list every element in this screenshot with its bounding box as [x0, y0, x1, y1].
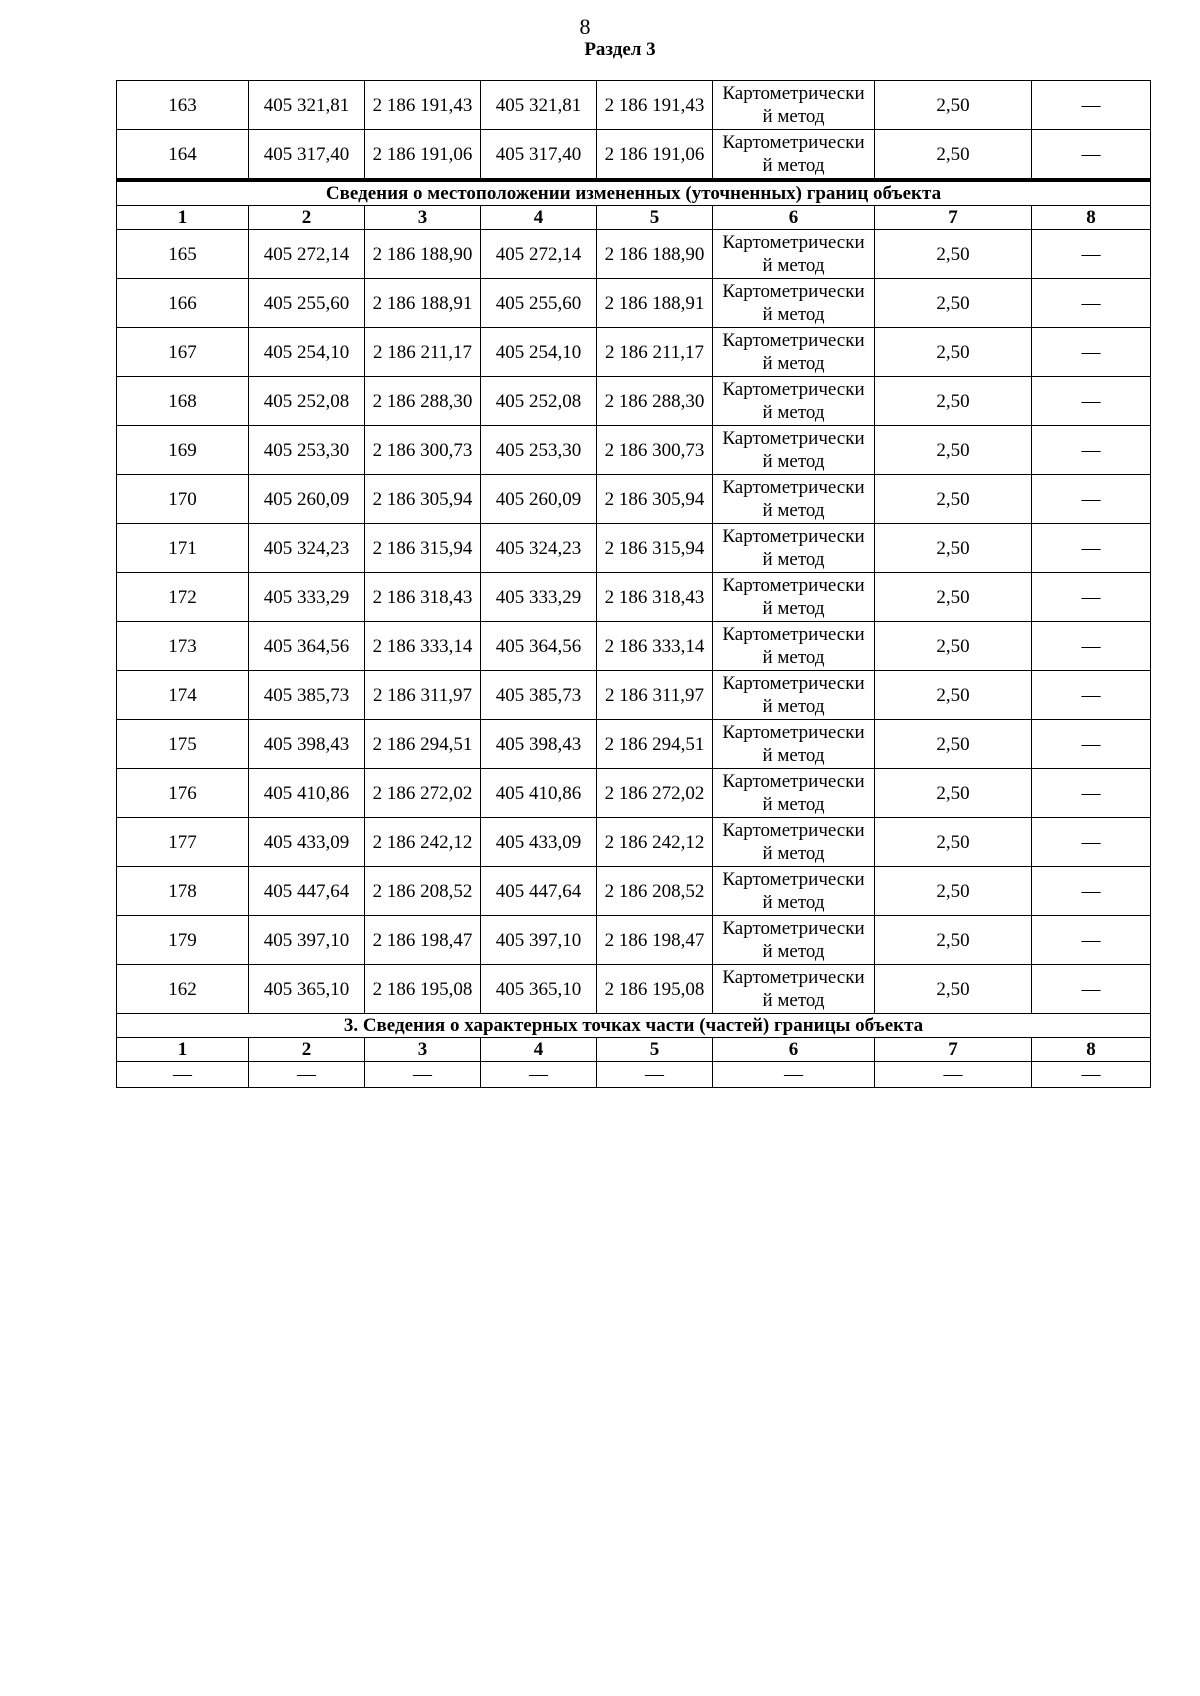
- y-coord-new-cell: 2 186 195,08: [597, 965, 713, 1014]
- table-row: [117, 475, 1151, 524]
- note-cell: —: [1032, 524, 1151, 573]
- note-cell: —: [1032, 867, 1151, 916]
- note-cell: —: [1032, 81, 1151, 130]
- y-coord-new-cell: 2 186 208,52: [597, 867, 713, 916]
- y-coord-cell: 2 186 195,08: [365, 965, 481, 1014]
- point-number-cell: 170: [117, 475, 249, 524]
- y-coord-new-cell: 2 186 318,43: [597, 573, 713, 622]
- accuracy-cell: 2,50: [875, 769, 1032, 818]
- method-text: Картометрический метод: [722, 771, 865, 815]
- table-row: [117, 130, 1151, 181]
- y-coord-cell: 2 186 211,17: [365, 328, 481, 377]
- note-cell: —: [1032, 328, 1151, 377]
- x-coord-new-cell: 405 317,40: [481, 130, 597, 181]
- empty-cell: —: [713, 1062, 875, 1088]
- x-coord-cell: 405 272,14: [249, 230, 365, 279]
- table-row: [117, 818, 1151, 867]
- column-number-row: [117, 1038, 1151, 1062]
- column-number: 3: [365, 1038, 481, 1062]
- column-number: 4: [481, 1038, 597, 1062]
- method-cell: [713, 720, 875, 769]
- y-coord-new-cell: 2 186 315,94: [597, 524, 713, 573]
- y-coord-new-cell: 2 186 191,06: [597, 130, 713, 181]
- method-cell: [713, 573, 875, 622]
- column-number: 2: [249, 206, 365, 230]
- method-cell: [713, 818, 875, 867]
- table-row: [117, 279, 1151, 328]
- empty-cell: —: [1032, 1062, 1151, 1088]
- x-coord-cell: 405 398,43: [249, 720, 365, 769]
- point-number-cell: 179: [117, 916, 249, 965]
- y-coord-cell: 2 186 188,90: [365, 230, 481, 279]
- y-coord-new-cell: 2 186 294,51: [597, 720, 713, 769]
- y-coord-cell: 2 186 198,47: [365, 916, 481, 965]
- method-text: Картометрический метод: [722, 575, 865, 619]
- point-number-cell: 162: [117, 965, 249, 1014]
- method-text: Картометрический метод: [722, 967, 865, 1011]
- point-number-cell: 167: [117, 328, 249, 377]
- y-coord-cell: 2 186 191,43: [365, 81, 481, 130]
- coordinates-table: [116, 80, 1151, 1088]
- empty-cell: —: [249, 1062, 365, 1088]
- x-coord-new-cell: 405 333,29: [481, 573, 597, 622]
- accuracy-cell: 2,50: [875, 622, 1032, 671]
- point-number-cell: 172: [117, 573, 249, 622]
- y-coord-cell: 2 186 305,94: [365, 475, 481, 524]
- point-number-cell: 176: [117, 769, 249, 818]
- table-row: [117, 81, 1151, 130]
- accuracy-cell: 2,50: [875, 230, 1032, 279]
- point-number-cell: 175: [117, 720, 249, 769]
- y-coord-cell: 2 186 242,12: [365, 818, 481, 867]
- column-number: 8: [1032, 1038, 1151, 1062]
- point-number-cell: 173: [117, 622, 249, 671]
- point-number-cell: 164: [117, 130, 249, 181]
- accuracy-cell: 2,50: [875, 965, 1032, 1014]
- table-row: [117, 965, 1151, 1014]
- x-coord-new-cell: 405 321,81: [481, 81, 597, 130]
- point-number-cell: 163: [117, 81, 249, 130]
- method-text: Картометрический метод: [722, 918, 865, 962]
- method-cell: [713, 81, 875, 130]
- x-coord-cell: 405 410,86: [249, 769, 365, 818]
- table-row: [117, 377, 1151, 426]
- note-cell: —: [1032, 965, 1151, 1014]
- section-parts-title: 3. Сведения о характерных точках части (частей) границы объекта: [117, 1014, 1151, 1038]
- table-row: [117, 916, 1151, 965]
- table-row: [117, 573, 1151, 622]
- x-coord-cell: 405 364,56: [249, 622, 365, 671]
- method-text: Картометрический метод: [722, 330, 865, 374]
- section-changed-title-row: [117, 180, 1151, 206]
- accuracy-cell: 2,50: [875, 720, 1032, 769]
- accuracy-cell: 2,50: [875, 328, 1032, 377]
- y-coord-new-cell: 2 186 242,12: [597, 818, 713, 867]
- y-coord-new-cell: 2 186 300,73: [597, 426, 713, 475]
- column-number: 1: [117, 1038, 249, 1062]
- empty-cell: —: [875, 1062, 1032, 1088]
- y-coord-cell: 2 186 188,91: [365, 279, 481, 328]
- method-text: Картометрический метод: [722, 132, 865, 176]
- x-coord-new-cell: 405 410,86: [481, 769, 597, 818]
- x-coord-cell: 405 333,29: [249, 573, 365, 622]
- method-text: Картометрический метод: [722, 379, 865, 423]
- point-number-cell: 169: [117, 426, 249, 475]
- note-cell: —: [1032, 671, 1151, 720]
- accuracy-cell: 2,50: [875, 573, 1032, 622]
- method-cell: [713, 426, 875, 475]
- y-coord-cell: 2 186 300,73: [365, 426, 481, 475]
- y-coord-cell: 2 186 294,51: [365, 720, 481, 769]
- note-cell: —: [1032, 130, 1151, 181]
- column-number: 5: [597, 206, 713, 230]
- method-cell: [713, 867, 875, 916]
- note-cell: —: [1032, 426, 1151, 475]
- column-number: 5: [597, 1038, 713, 1062]
- x-coord-new-cell: 405 272,14: [481, 230, 597, 279]
- point-number-cell: 166: [117, 279, 249, 328]
- point-number-cell: 171: [117, 524, 249, 573]
- method-cell: [713, 130, 875, 181]
- point-number-cell: 165: [117, 230, 249, 279]
- accuracy-cell: 2,50: [875, 81, 1032, 130]
- x-coord-cell: 405 321,81: [249, 81, 365, 130]
- y-coord-cell: 2 186 315,94: [365, 524, 481, 573]
- y-coord-new-cell: 2 186 188,90: [597, 230, 713, 279]
- x-coord-cell: 405 254,10: [249, 328, 365, 377]
- x-coord-cell: 405 365,10: [249, 965, 365, 1014]
- x-coord-new-cell: 405 324,23: [481, 524, 597, 573]
- x-coord-cell: 405 317,40: [249, 130, 365, 181]
- column-number: 4: [481, 206, 597, 230]
- note-cell: —: [1032, 377, 1151, 426]
- y-coord-cell: 2 186 318,43: [365, 573, 481, 622]
- column-number: 6: [713, 206, 875, 230]
- x-coord-new-cell: 405 397,10: [481, 916, 597, 965]
- y-coord-cell: 2 186 208,52: [365, 867, 481, 916]
- table-row: [117, 328, 1151, 377]
- empty-cell: —: [481, 1062, 597, 1088]
- x-coord-cell: 405 447,64: [249, 867, 365, 916]
- method-text: Картометрический метод: [722, 281, 865, 325]
- note-cell: —: [1032, 818, 1151, 867]
- y-coord-new-cell: 2 186 211,17: [597, 328, 713, 377]
- table-row: [117, 426, 1151, 475]
- table-row: [117, 867, 1151, 916]
- y-coord-cell: 2 186 311,97: [365, 671, 481, 720]
- table-row: [117, 230, 1151, 279]
- x-coord-new-cell: 405 385,73: [481, 671, 597, 720]
- method-cell: [713, 671, 875, 720]
- accuracy-cell: 2,50: [875, 867, 1032, 916]
- column-number: 6: [713, 1038, 875, 1062]
- point-number-cell: 178: [117, 867, 249, 916]
- accuracy-cell: 2,50: [875, 524, 1032, 573]
- column-number: 8: [1032, 206, 1151, 230]
- column-number-row: [117, 206, 1151, 230]
- y-coord-cell: 2 186 288,30: [365, 377, 481, 426]
- method-cell: [713, 916, 875, 965]
- y-coord-new-cell: 2 186 311,97: [597, 671, 713, 720]
- note-cell: —: [1032, 916, 1151, 965]
- method-text: Картометрический метод: [722, 722, 865, 766]
- y-coord-cell: 2 186 191,06: [365, 130, 481, 181]
- accuracy-cell: 2,50: [875, 671, 1032, 720]
- column-number: 7: [875, 1038, 1032, 1062]
- y-coord-cell: 2 186 333,14: [365, 622, 481, 671]
- x-coord-new-cell: 405 364,56: [481, 622, 597, 671]
- x-coord-new-cell: 405 447,64: [481, 867, 597, 916]
- x-coord-cell: 405 253,30: [249, 426, 365, 475]
- method-text: Картометрический метод: [722, 673, 865, 717]
- note-cell: —: [1032, 769, 1151, 818]
- column-number: 7: [875, 206, 1032, 230]
- empty-cell: —: [117, 1062, 249, 1088]
- table-row: [117, 769, 1151, 818]
- column-number: 2: [249, 1038, 365, 1062]
- y-coord-new-cell: 2 186 333,14: [597, 622, 713, 671]
- empty-cell: —: [597, 1062, 713, 1088]
- method-cell: [713, 965, 875, 1014]
- method-text: Картометрический метод: [722, 477, 865, 521]
- x-coord-cell: 405 385,73: [249, 671, 365, 720]
- method-cell: [713, 475, 875, 524]
- note-cell: —: [1032, 720, 1151, 769]
- y-coord-new-cell: 2 186 272,02: [597, 769, 713, 818]
- point-number-cell: 177: [117, 818, 249, 867]
- column-number: 3: [365, 206, 481, 230]
- accuracy-cell: 2,50: [875, 279, 1032, 328]
- x-coord-new-cell: 405 260,09: [481, 475, 597, 524]
- x-coord-new-cell: 405 252,08: [481, 377, 597, 426]
- method-text: Картометрический метод: [722, 820, 865, 864]
- accuracy-cell: 2,50: [875, 475, 1032, 524]
- x-coord-new-cell: 405 255,60: [481, 279, 597, 328]
- section-changed-title: Сведения о местоположении измененных (уточненных) границ объекта: [117, 180, 1151, 206]
- x-coord-cell: 405 397,10: [249, 916, 365, 965]
- point-number-cell: 168: [117, 377, 249, 426]
- table-row: [117, 524, 1151, 573]
- method-text: Картометрический метод: [722, 83, 865, 127]
- y-coord-new-cell: 2 186 198,47: [597, 916, 713, 965]
- section-parts-title-row: [117, 1014, 1151, 1038]
- note-cell: —: [1032, 622, 1151, 671]
- note-cell: —: [1032, 475, 1151, 524]
- accuracy-cell: 2,50: [875, 818, 1032, 867]
- note-cell: —: [1032, 230, 1151, 279]
- section-title: Раздел 3: [584, 39, 656, 60]
- table-row: [117, 671, 1151, 720]
- method-text: Картометрический метод: [722, 428, 865, 472]
- x-coord-cell: 405 260,09: [249, 475, 365, 524]
- method-cell: [713, 377, 875, 426]
- y-coord-new-cell: 2 186 188,91: [597, 279, 713, 328]
- note-cell: —: [1032, 279, 1151, 328]
- method-text: Картометрический метод: [722, 624, 865, 668]
- page-number: 8: [579, 14, 591, 39]
- x-coord-cell: 405 433,09: [249, 818, 365, 867]
- empty-cell: —: [365, 1062, 481, 1088]
- method-cell: [713, 328, 875, 377]
- note-cell: —: [1032, 573, 1151, 622]
- method-cell: [713, 230, 875, 279]
- accuracy-cell: 2,50: [875, 377, 1032, 426]
- x-coord-cell: 405 324,23: [249, 524, 365, 573]
- table-row: [117, 1062, 1151, 1088]
- x-coord-cell: 405 255,60: [249, 279, 365, 328]
- accuracy-cell: 2,50: [875, 426, 1032, 475]
- column-number: 1: [117, 206, 249, 230]
- table-row: [117, 622, 1151, 671]
- method-cell: [713, 524, 875, 573]
- x-coord-new-cell: 405 433,09: [481, 818, 597, 867]
- method-cell: [713, 279, 875, 328]
- x-coord-new-cell: 405 253,30: [481, 426, 597, 475]
- x-coord-new-cell: 405 254,10: [481, 328, 597, 377]
- y-coord-new-cell: 2 186 288,30: [597, 377, 713, 426]
- y-coord-cell: 2 186 272,02: [365, 769, 481, 818]
- method-cell: [713, 622, 875, 671]
- accuracy-cell: 2,50: [875, 130, 1032, 181]
- method-cell: [713, 769, 875, 818]
- x-coord-new-cell: 405 365,10: [481, 965, 597, 1014]
- y-coord-new-cell: 2 186 191,43: [597, 81, 713, 130]
- accuracy-cell: 2,50: [875, 916, 1032, 965]
- y-coord-new-cell: 2 186 305,94: [597, 475, 713, 524]
- x-coord-cell: 405 252,08: [249, 377, 365, 426]
- method-text: Картометрический метод: [722, 869, 865, 913]
- table-row: [117, 720, 1151, 769]
- point-number-cell: 174: [117, 671, 249, 720]
- method-text: Картометрический метод: [722, 232, 865, 276]
- x-coord-new-cell: 405 398,43: [481, 720, 597, 769]
- method-text: Картометрический метод: [722, 526, 865, 570]
